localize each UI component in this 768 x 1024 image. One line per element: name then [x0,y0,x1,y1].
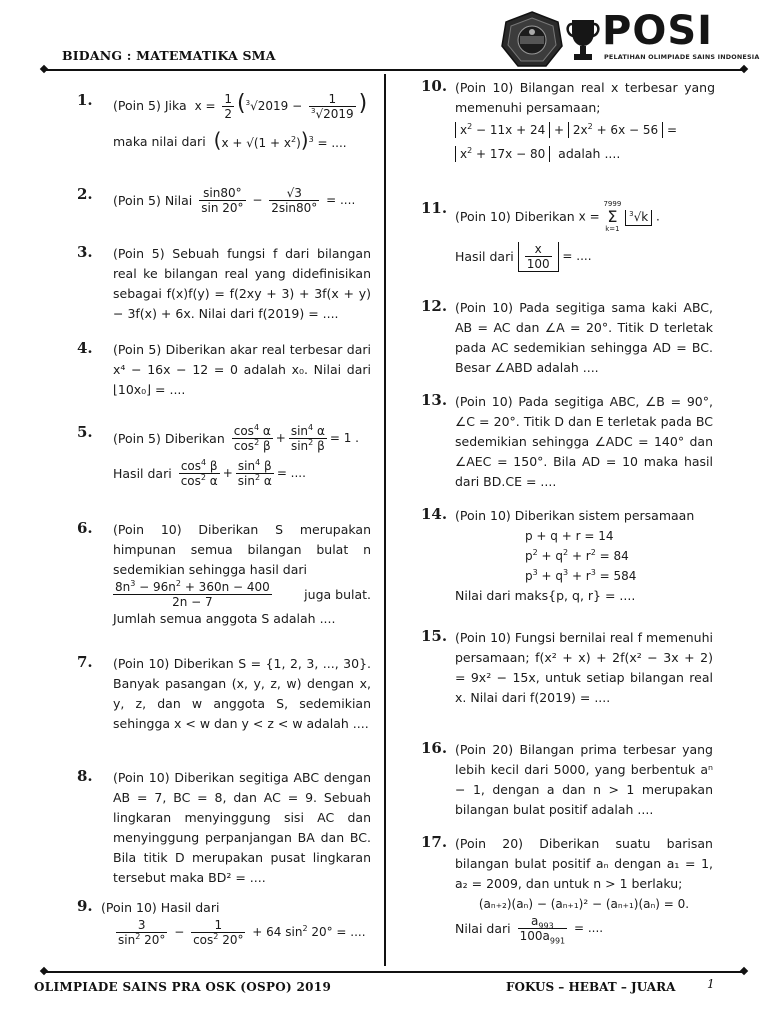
problem-number: 1. [77,91,93,109]
problem-points: (Poin 5) [113,98,161,113]
problem-text: Jika [164,98,187,113]
problem-7 [77,653,371,734]
problem-3 [77,243,371,324]
problem-text: (Poin 20) Bilangan prima terbesar yang lebih kecil dari 5000, yang berbentuk aⁿ − 1, dengan a dan n > 1 merupakan bilangan bulat positif adalah .... [455,742,713,817]
problem-11 [421,199,717,272]
problem-text: Jumlah semua anggota S adalah .... [113,611,336,626]
problem-1 [77,90,375,153]
page-number: 1 [707,977,715,991]
problem-6 [77,519,371,629]
problem-expression: $\frac{a_{993}}{100a_{991}}$ = .... [519,914,604,946]
posi-logo [500,8,760,74]
problem-number: 2. [77,185,93,203]
problem-text: (Poin 10) Diberikan [455,209,575,224]
problem-number: 4. [77,339,93,357]
trophy-icon [566,18,600,64]
problem-text: (Poin 10) Hasil dari [101,900,220,915]
problem-4 [77,339,371,400]
problem-expression: $\frac{8n^3 - 96n^2 + 360n - 400}{2n - 7}$ [115,579,270,609]
problem-expression: $\frac{\cos^4 \alpha}{\cos^2 \beta}$ + $\frac{\sin^4 \alpha}{\sin^2 \beta}$ = 1 . [233,423,359,453]
problem-number: 7. [77,653,93,671]
problem-expression: $(x + √(1 + x^2))^3$ = .... [213,128,347,152]
problem-text: (Poin 10) Diberikan sistem persamaan [455,508,695,523]
problem-expression: $\frac{\cos^4 \beta}{\cos^2 \alpha}$ + $\frac{\sin^4 \beta}{\sin^2 \alpha}$ = .... [180,458,306,488]
problem-expression: $\frac{3}{\sin^2 20^\circ}$ − $\frac{1}{\cos^2 20^\circ}$ + 64 $\sin^2 20^\circ$ = .... [118,918,366,947]
problem-text: maka nilai dari [113,133,206,149]
problem-5 [77,423,375,488]
problem-equation: (aₙ₊₂)(aₙ) − (aₙ₊₁)² − (aₙ₊₁)(aₙ) = 0. [478,897,690,911]
problem-expression: $\frac{x}{100}$ = .... [518,242,592,272]
problem-2 [77,185,375,215]
problem-number: 13. [421,391,448,409]
problem-expression: x = $\frac{1}{2}$ ($^3$√2019 − $\frac{1}{^3√2019}$ ) [194,90,368,121]
logo-subtitle: PELATIHAN OLIMPIADE SAINS INDONESIA [604,53,760,61]
problem-15 [421,627,713,708]
problem-equation: $p^2 + q^2 + r^2 = 84$ [525,548,629,563]
problem-text: Nilai dari maks{p, q, r} = .... [455,588,636,603]
problem-points: (Poin 5) [113,430,161,446]
problem-equation: $p^3 + q^3 + r^3 = 584$ [525,568,637,583]
problem-9 [77,897,377,947]
problem-text: (Poin 10) Pada segitiga ABC, ∠B = 90°, ∠C = 20°. Titik D dan E terletak pada BC sedemikian sehingga ∠ADC = 140° dan ∠AEC = 150°. Bila AD = 10 maka hasil dari BD.CE = .... [455,394,713,489]
problem-14 [421,505,713,606]
problem-expression: $\frac{\sin 80^\circ}{\sin 20^\circ}$ − $\frac{√3}{2\sin 80^\circ}$ = .... [201,186,356,215]
footer-rule [44,971,744,973]
problem-17 [421,833,713,946]
problem-expression: $x^2 + 17x - 80$ [455,147,550,161]
problem-text: (Poin 10) Pada segitiga sama kaki ABC, AB = AC dan ∠A = 20°. Titik D terletak pada AC sedemikian sehingga AD = BC. Besar ∠ABD adalah .... [455,300,713,375]
problem-number: 15. [421,627,448,645]
problem-number: 14. [421,505,448,523]
problem-number: 11. [421,199,448,217]
problem-text: Diberikan [164,430,225,446]
problem-number: 16. [421,739,448,757]
problem-text: (Poin 5) Sebuah fungsi f dari bilangan real ke bilangan real yang didefinisikan sebagai f(x)f(y) = f(2xy + 3) + 3f(x + y) − 3f(x) + 6x. Nilai dari f(2019) = .... [113,246,371,321]
subject-title: BIDANG : MATEMATIKA SMA [62,48,276,63]
problem-text: Nilai dari [455,920,511,936]
problem-number: 10. [421,77,448,95]
problem-number: 5. [77,423,93,441]
logo-text: POSI [602,8,714,54]
problem-number: 3. [77,243,93,261]
problem-12 [421,297,713,378]
problem-expression: $x^2 - 11x + 24 + 2x^2 + 6x - 56$ = [455,120,715,140]
problem-number: 9. [77,897,93,915]
problem-text: (Poin 20) Diberikan suatu barisan bilangan bulat positif aₙ dengan a₁ = 1, a₂ = 2009, dan untuk n > 1 berlaku; [455,836,713,891]
problem-text: (Poin 10) Diberikan segitiga ABC dengan AB = 7, BC = 8, dan AC = 9. Sebuah lingkaran menyinggung sisi AC dan menyinggung perpanjangan BA dan BC. Bila titik D merupakan pusat lingkaran tersebut maka BD² = .... [113,770,371,885]
problem-text: (Poin 10) Fungsi bernilai real f memenuhi persamaan; f(x² + x) + 2f(x² − 3x + 2) = 9x² − 15x, untuk setiap bilangan real x. Nilai dari f(2019) = .... [455,630,713,705]
problem-equation: p + q + r = 14 [525,529,614,543]
problem-text: adalah .... [558,146,621,161]
problem-text: (Poin 10) Diberikan S = {1, 2, 3, ..., 30}. Banyak pasangan (x, y, z, w) dengan x, y, z, dan w anggota S, sedemikian sehingga x < w dan y < z < w adalah .... [113,656,371,731]
problem-text: Hasil dari [455,249,514,264]
problem-13 [421,391,713,492]
problem-text: (Poin 10) Bilangan real x terbesar yang memenuhi persamaan; [455,80,715,115]
problem-text: (Poin 10) Diberikan S merupakan himpunan semua bilangan bulat n sedemikian sehingga hasil dari [113,522,371,577]
problem-number: 6. [77,519,93,537]
emblem-icon [500,10,564,70]
footer-event-title: OLIMPIADE SAINS PRA OSK (OSPO) 2019 [34,980,332,994]
problem-text: Hasil dari [113,465,172,481]
problem-text: juga bulat. [304,586,371,602]
problem-text: (Poin 5) Diberikan akar real terbesar dari x⁴ − 16x − 12 = 0 adalah x₀. Nilai dari ⌊10x₀⌋ = .... [113,342,371,397]
footer-motto: FOKUS – HEBAT – JUARA [506,980,676,994]
problem-10 [421,77,715,164]
problem-points: (Poin 5) [113,192,161,208]
problem-text: Nilai [164,192,193,208]
problem-16 [421,739,713,820]
problem-expression: x = 7999 Σ k=1 $^3$√k . [578,200,660,233]
header-rule [44,69,744,71]
problem-number: 17. [421,833,448,851]
problem-number: 12. [421,297,448,315]
column-divider [384,74,386,966]
problem-8 [77,767,371,888]
problem-number: 8. [77,767,93,785]
